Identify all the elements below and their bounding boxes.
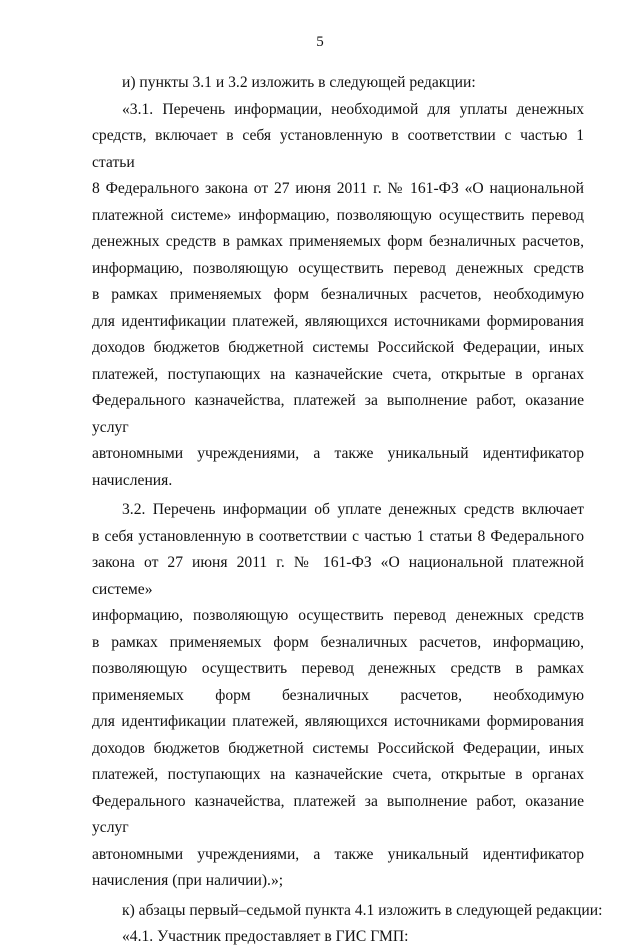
paragraph-line: в рамках применяемых форм безналичных расчетов, информацию, [92,633,584,651]
document-body [92,70,603,951]
paragraph-line: автономными учреждениями, а также уникальный идентификатор [92,445,584,462]
paragraph-line: средств, включает в себя установленную в соответствии с частью 1 статьи [92,127,584,171]
section-3-2-paragraph [92,497,584,895]
paragraph-line: для идентификации платежей, являющихся источниками формирования [92,312,584,330]
section-4-1-paragraph: «4.1. Участник предоставляет в ГИС ГМП: [122,928,409,945]
paragraph-line: денежных средств в рамках применяемых форм безналичных расчетов, [92,233,584,250]
paragraph-line: позволяющую осуществить перевод денежных средств в рамках [92,660,584,677]
paragraph-line: для идентификации платежей, являющихся источниками формирования [92,713,584,730]
paragraph-last-line: начисления (при наличии).»; [92,872,284,889]
paragraph-line: информацию, позволяющую осуществить перевод денежных средств [92,607,584,624]
paragraph-line: «3.1. Перечень информации, необходимой для уплаты денежных [122,100,584,118]
paragraph-line: 3.2. Перечень информации об уплате денежных средств включает [122,501,584,518]
paragraph-last-line: начисления. [92,471,173,489]
paragraph-line: в себя установленную в соответствии с частью 1 статьи 8 Федерального [92,527,584,545]
paragraph-line: автономными учреждениями, а также уникальный идентификатор [92,845,584,863]
paragraph-line: платежной системе» информацию, позволяющую осуществить перевод [92,206,584,224]
paragraph-line: Федерального казначейства, платежей за выполнение работ, оказание услуг [92,792,584,836]
paragraph-line: платежей, поступающих на казначейские счета, открытые в органах [92,766,584,783]
paragraph-line: 8 Федерального закона от 27 июня 2011 г. № 161-ФЗ «О национальной [92,180,584,197]
paragraph-line: информацию, позволяющую осуществить перевод денежных средств [92,259,584,277]
section-3-1-paragraph [92,97,584,495]
paragraph-line: доходов бюджетов бюджетной системы Российской Федерации, иных [92,739,584,757]
intro-paragraph: и) пункты 3.1 и 3.2 изложить в следующей редакции: [122,74,476,91]
paragraph-line: применяемых форм безналичных расчетов, необходимую [92,686,584,704]
paragraph-line: доходов бюджетов бюджетной системы Российской Федерации, иных [92,339,584,356]
paragraph-line: закона от 27 июня 2011 г. № 161-ФЗ «О национальной платежной системе» [92,554,584,598]
paragraph-line: платежей, поступающих на казначейские счета, открытые в органах [92,365,584,383]
item-k-paragraph: к) абзацы первый–седьмой пункта 4.1 изложить в следующей редакции: [122,901,603,919]
page-number: 5 [316,34,324,50]
paragraph-line: в рамках применяемых форм безналичных расчетов, необходимую [92,286,584,303]
paragraph-line: Федерального казначейства, платежей за выполнение работ, оказание услуг [92,392,584,436]
